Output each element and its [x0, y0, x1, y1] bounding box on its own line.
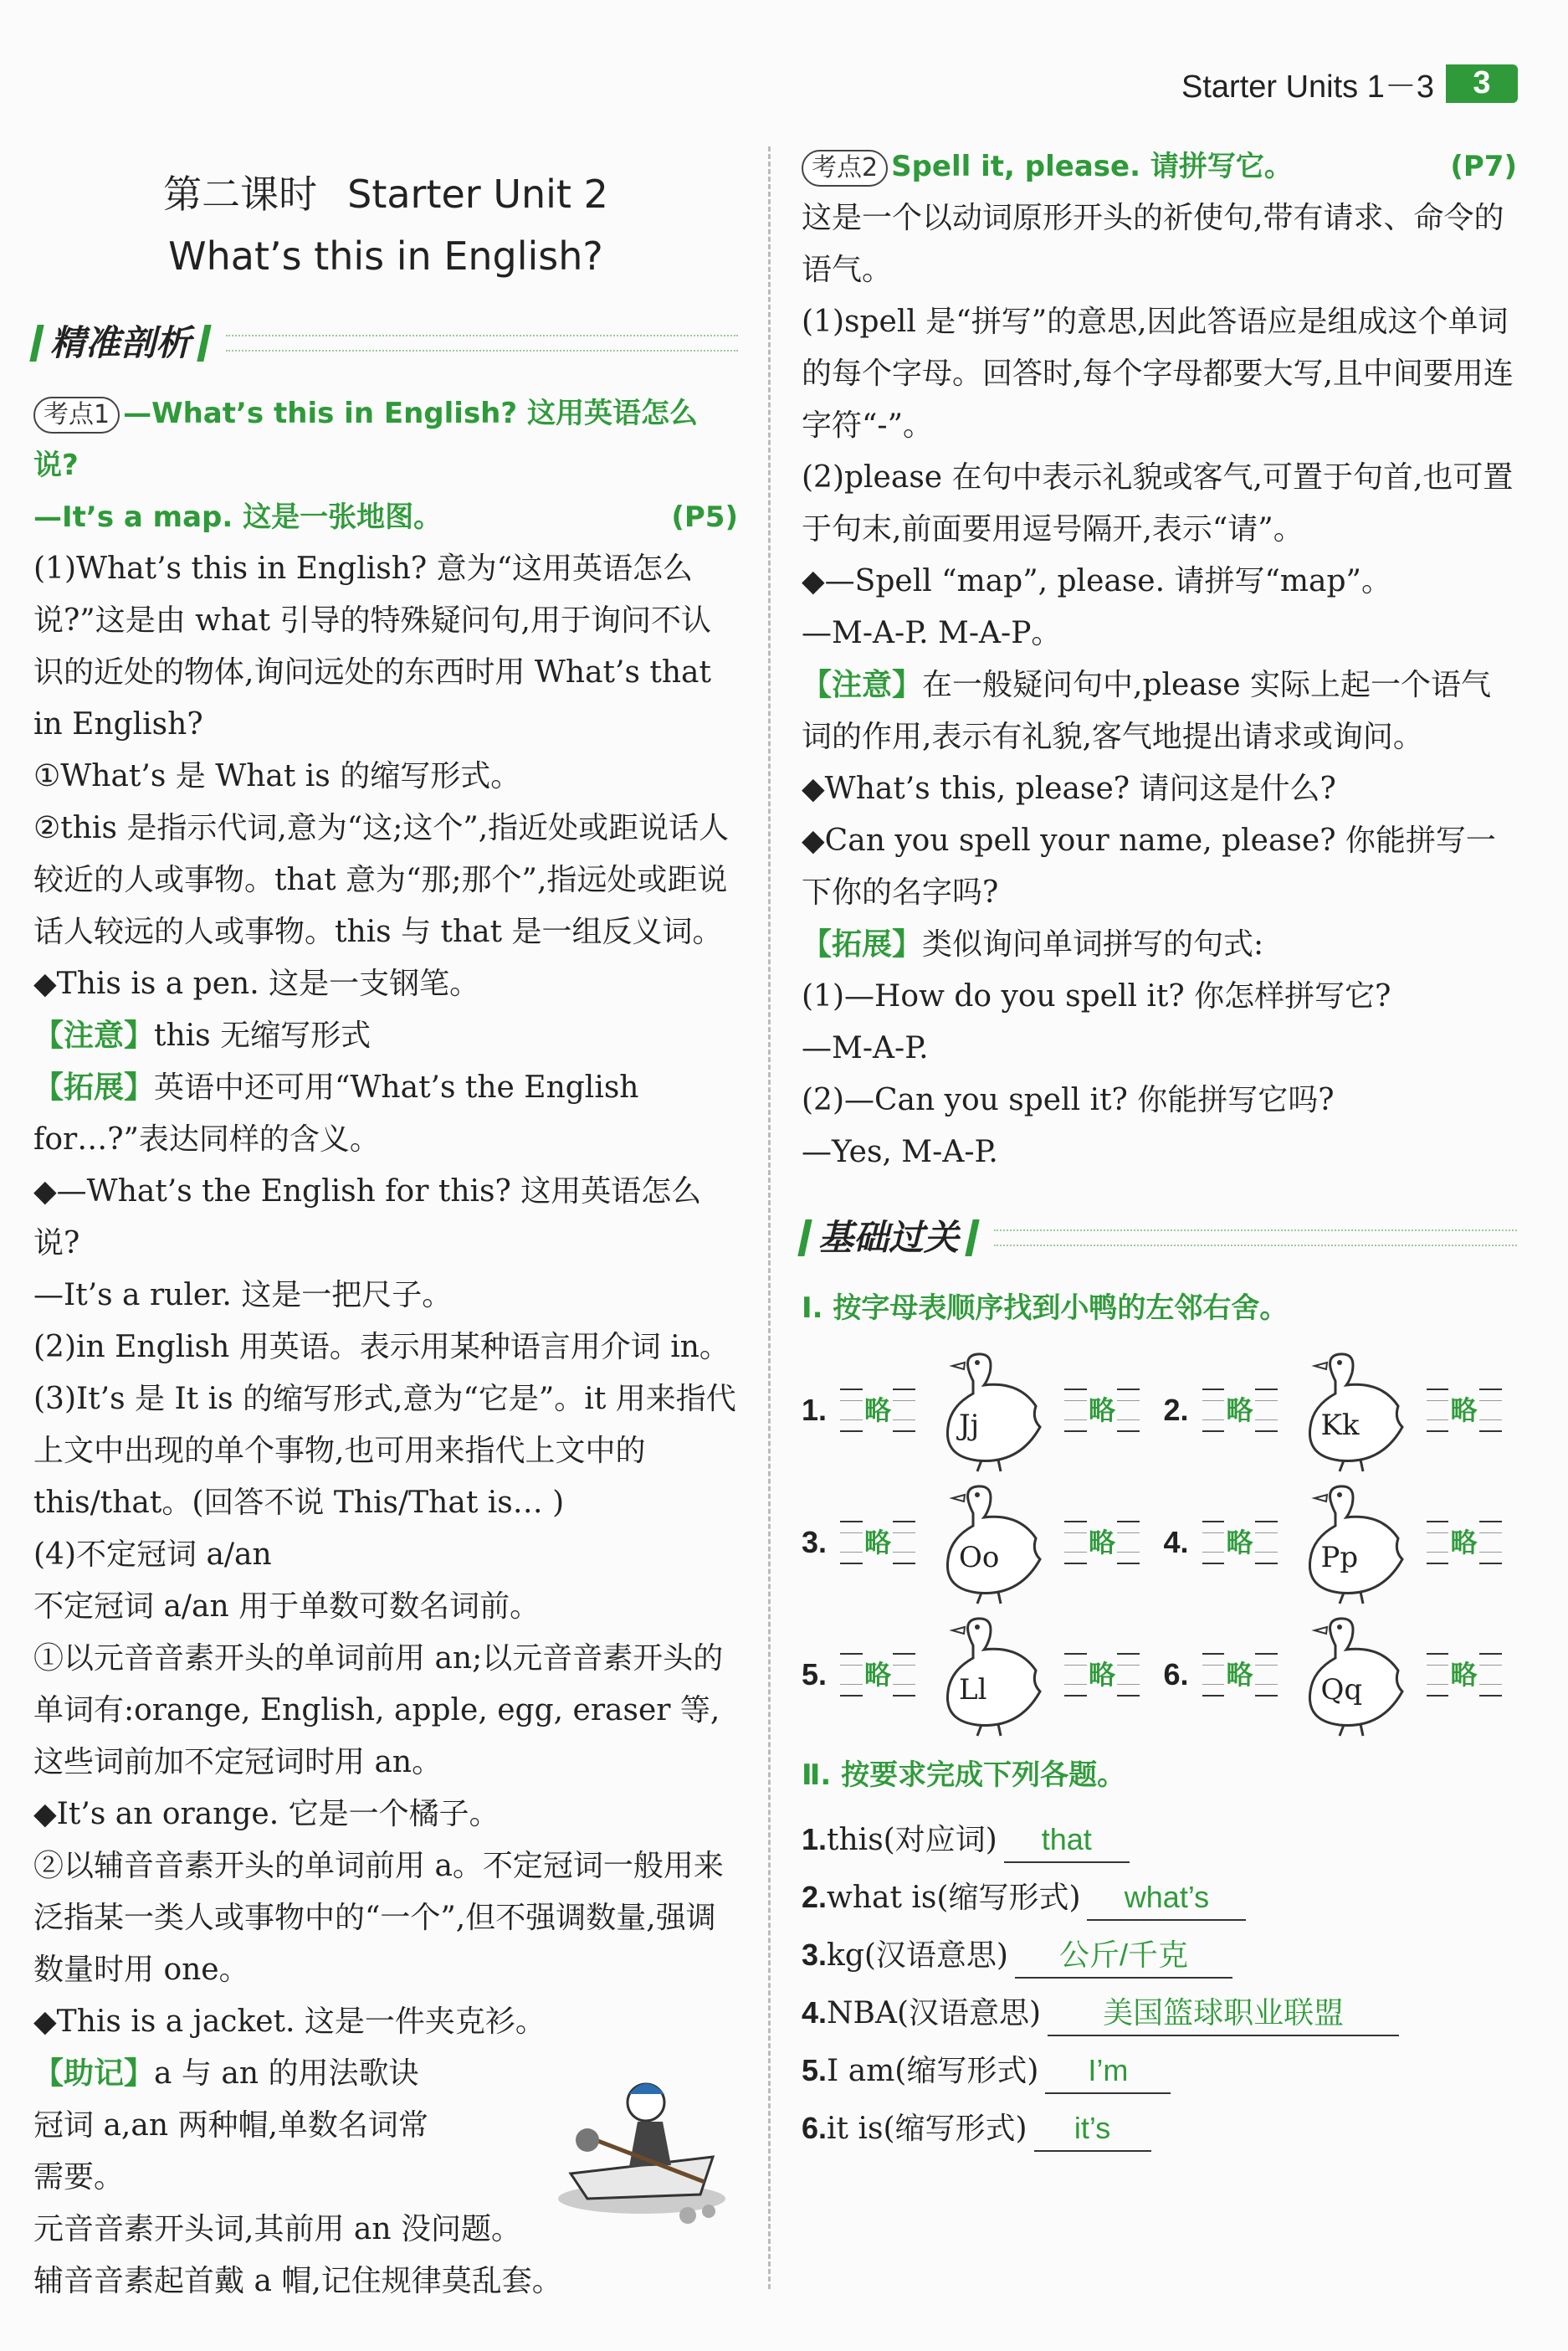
duck-letter: Jj: [959, 1409, 980, 1442]
section-bar-icon: [965, 1219, 979, 1256]
item-number: 1.: [802, 1393, 828, 1427]
question-item: [802, 2100, 1517, 2158]
item-number: 5.: [802, 2053, 828, 2087]
example-sentence: —M-A-P. M-A-P。: [802, 616, 1062, 650]
item-number: 3.: [802, 1938, 828, 1972]
question-text: this(对应词): [827, 1823, 997, 1857]
item-number: 5.: [802, 1657, 828, 1691]
duck-icon: [927, 1480, 1053, 1605]
mnemonic-tag: 【助记】: [33, 2056, 155, 2091]
question-text: I am(缩写形式): [827, 2054, 1039, 2088]
example-sentence: (1)—How do you spell it? 你怎样拼写它?: [802, 979, 1391, 1014]
question-item: [802, 1811, 1517, 1869]
duck-exercise: [802, 1344, 1517, 1741]
extension: [33, 1062, 738, 1166]
page-ref: (P5): [671, 500, 738, 534]
extension-text: 类似询问单词拼写的句式:: [922, 927, 1264, 962]
duck-icon: [927, 1347, 1053, 1473]
page-ref: (P7): [1450, 150, 1517, 183]
mnemonic-intro: a 与 an 的用法歌诀: [154, 2056, 419, 2091]
answer-blank: it’s: [1034, 2107, 1151, 2152]
lesson-period: 第二课时: [163, 172, 318, 217]
example-sentence: ◆This is a pen. 这是一支钢笔。: [33, 967, 480, 1001]
note-text: 在一般疑问句中,please 实际上起一个语气词的作用,表示有礼貌,客气地提出请求或询问。: [802, 668, 1492, 754]
answer: 略: [1224, 1384, 1254, 1436]
duck-item: [1164, 1344, 1518, 1476]
section-rule: [226, 335, 738, 352]
unit-range: Starter Units 1－3: [1181, 69, 1434, 105]
duck-letter: Qq: [1320, 1673, 1363, 1707]
section-title: 精准剖析: [50, 322, 192, 363]
key-point-tag: 考点1: [33, 397, 120, 434]
answer-box-right: [1064, 1653, 1140, 1697]
duck-item: [1164, 1476, 1518, 1609]
duck-icon: [1289, 1480, 1415, 1605]
extension-text: 英语中还可用“What’s the English for…?”表达同样的含义。: [33, 1070, 639, 1157]
duck-item: [802, 1344, 1156, 1476]
paragraph: (1)What’s this in English? 意为“这用英语怎么说?”这是由 what 引导的特殊疑问句,用于询问不认识的近处的物体,询问远处的东西时用 What’s that in English?: [33, 552, 711, 742]
answer-box-left: [840, 1389, 915, 1432]
paragraph: (3)It’s 是 It is 的缩写形式,意为“它是”。it 用来指代上文中出现的单个事物,也可用来指代上文中的 this/that。(回答不说 This/That is… ): [33, 1382, 736, 1520]
answer: 略: [1087, 1384, 1117, 1436]
key-point-title: —It’s a map. 这是一张地图。: [33, 500, 443, 534]
answer-box-left: [1202, 1389, 1278, 1432]
answer-box-left: [840, 1653, 915, 1697]
item-number: 4.: [802, 1995, 828, 2030]
duck-letter: Oo: [959, 1541, 1000, 1574]
mnemonic-line: 辅音音素起首戴 a 帽,记住规律莫乱套。: [33, 2264, 562, 2298]
answer: 略: [1087, 1649, 1117, 1701]
answer-box-left: [840, 1521, 915, 1564]
section-bar-icon: [797, 1219, 812, 1256]
paragraph: (4)不定冠词 a/an: [33, 1537, 272, 1572]
example-sentence: —Yes, M-A-P.: [802, 1135, 998, 1169]
paragraph: (1)spell 是“拼写”的意思,因此答语应是组成这个单词的每个字母。回答时,每个字母都要大写,且中间要用连字符“-”。: [802, 305, 1514, 443]
example-sentence: ◆—What’s the English for this? 这用英语怎么说?: [33, 1174, 702, 1260]
answer: 略: [1087, 1517, 1117, 1568]
boy-in-boat-illustration: [546, 2056, 738, 2224]
answer-box-left: [1202, 1653, 1278, 1697]
question-text: kg(汉语意思): [827, 1938, 1008, 1973]
example-sentence: ◆This is a jacket. 这是一件夹克衫。: [33, 2005, 546, 2039]
answer: 略: [1448, 1517, 1478, 1568]
answer-blank: 美国篮球职业联盟: [1048, 1991, 1399, 2036]
answer: 略: [1448, 1649, 1478, 1701]
lesson-title: [33, 163, 738, 287]
mnemonic-line: 需要。: [33, 2160, 125, 2194]
answer-box-right: [1427, 1653, 1502, 1697]
key-point-1: [33, 388, 738, 543]
item-number: 2.: [802, 1880, 828, 1914]
item-number: 6.: [802, 2111, 828, 2145]
extension-tag: 【拓展】: [33, 1070, 155, 1105]
answer-box-right: [1064, 1521, 1140, 1564]
paragraph: (2)please 在句中表示礼貌或客气,可置于句首,也可置于句末,前面要用逗号隔开,表示“请”。: [802, 460, 1514, 547]
lesson-unit: Starter Unit 2: [347, 172, 608, 217]
duck-icon: [927, 1612, 1053, 1738]
answer: 略: [863, 1384, 893, 1436]
exercise-2-list: [802, 1811, 1517, 2158]
paragraph: ①What’s 是 What is 的缩写形式。: [33, 759, 521, 793]
example-sentence: —M-A-P.: [802, 1031, 929, 1065]
running-head: [1181, 60, 1518, 106]
section-bar-icon: [197, 325, 211, 362]
duck-icon: [1289, 1347, 1415, 1473]
example-sentence: ◆Can you spell your name, please? 你能拼写一下你的名字吗?: [802, 824, 1496, 910]
mnemonic-line: 冠词 a,an 两种帽,单数名词常: [33, 2108, 428, 2143]
question-text: NBA(汉语意思): [827, 1996, 1042, 2030]
item-number: 1.: [802, 1822, 828, 1856]
right-column: [802, 141, 1517, 2158]
item-number: 2.: [1163, 1393, 1189, 1427]
left-column: [33, 163, 738, 2307]
question-item: [802, 1927, 1517, 1984]
duck-icon: [1289, 1612, 1415, 1738]
section-title: 基础过关: [818, 1217, 960, 1258]
duck-letter: Kk: [1320, 1409, 1360, 1442]
note-tag: 【注意】: [33, 1019, 155, 1053]
answer-box-right: [1427, 1521, 1502, 1564]
extension: [802, 919, 1517, 971]
note: [802, 660, 1517, 763]
page-number: 3: [1446, 64, 1518, 103]
key-point-title: Spell it, please. 请拼写它。: [891, 150, 1293, 183]
answer-box-left: [1202, 1521, 1278, 1564]
paragraph: 这是一个以动词原形开头的祈使句,带有请求、命令的语气。: [802, 201, 1504, 287]
paragraph: ②以辅音音素开头的单词前用 a。不定冠词一般用来泛指某一类人或事物中的“一个”,但不强调数量,强调数量时用 one。: [33, 1849, 724, 1987]
mnemonic-line: 元音音素开头词,其前用 an 没问题。: [33, 2212, 521, 2246]
example-sentence: ◆—Spell “map”, please. 请拼写“map”。: [802, 564, 1391, 598]
paragraph: ①以元音音素开头的单词前用 an;以元音音素开头的单词有:orange, English, apple, egg, eraser 等,这些词前加不定冠词时用 an。: [33, 1641, 724, 1779]
question-item: [802, 1869, 1517, 1927]
answer-box-right: [1064, 1389, 1140, 1432]
exercise-1-heading: Ⅰ. 按字母表顺序找到小鸭的左邻右舍。: [802, 1291, 1289, 1325]
example-sentence: ◆It’s an orange. 它是一个橘子。: [33, 1797, 500, 1831]
key-point-2: [802, 141, 1517, 192]
duck-item: [802, 1476, 1156, 1609]
item-number: 6.: [1163, 1657, 1189, 1691]
note: [33, 1010, 738, 1062]
column-divider: [768, 146, 771, 2289]
item-number: 3.: [802, 1525, 828, 1559]
item-number: 4.: [1163, 1525, 1189, 1559]
key-point-tag: 考点2: [802, 150, 888, 187]
paragraph: (2)in English 用英语。表示用某种语言用介词 in。: [33, 1330, 730, 1364]
answer: 略: [863, 1517, 893, 1568]
extension-tag: 【拓展】: [802, 927, 923, 962]
question-text: it is(缩写形式): [827, 2112, 1027, 2146]
answer: 略: [1224, 1649, 1254, 1701]
note-text: this 无缩写形式: [154, 1019, 372, 1053]
answer-blank: 公斤/千克: [1015, 1933, 1232, 1979]
answer-blank: what’s: [1087, 1876, 1246, 1921]
question-item: [802, 1984, 1517, 2042]
answer-box-right: [1427, 1389, 1502, 1432]
section-rule: [994, 1229, 1517, 1246]
duck-letter: Ll: [959, 1673, 987, 1707]
paragraph: 不定冠词 a/an 用于单数可数名词前。: [33, 1589, 541, 1624]
example-sentence: —It’s a ruler. 这是一把尺子。: [33, 1278, 453, 1312]
note-tag: 【注意】: [802, 668, 923, 702]
answer: 略: [863, 1649, 893, 1701]
question-item: [802, 2042, 1517, 2100]
section-bar-icon: [29, 325, 44, 362]
mnemonic-box: [33, 2048, 738, 2307]
section-heading-basics: [802, 1212, 1517, 1264]
example-sentence: ◆What’s this, please? 请问这是什么?: [802, 772, 1336, 806]
duck-item: [802, 1609, 1156, 1741]
exercise-2-heading: Ⅱ. 按要求完成下列各题。: [802, 1758, 1126, 1792]
answer-blank: I’m: [1045, 2049, 1171, 2094]
lesson-subtitle: What’s this in English?: [168, 234, 603, 279]
question-text: what is(缩写形式): [827, 1881, 1081, 1915]
duck-letter: Pp: [1320, 1541, 1359, 1574]
example-sentence: (2)—Can you spell it? 你能拼写它吗?: [802, 1083, 1335, 1117]
paragraph: ②this 是指示代词,意为“这;这个”,指近处或距说话人较近的人或事物。that 意为“那;那个”,指远处或距说话人较远的人或事物。this 与 that 是一组反义词。: [33, 811, 730, 949]
section-heading-analysis: [33, 317, 738, 369]
answer-blank: that: [1004, 1818, 1130, 1863]
answer: 略: [1448, 1384, 1478, 1436]
duck-item: [1164, 1609, 1518, 1741]
answer: 略: [1224, 1517, 1254, 1568]
key-point-title: —What’s this in English? 这用英语怎么说?: [33, 397, 698, 482]
